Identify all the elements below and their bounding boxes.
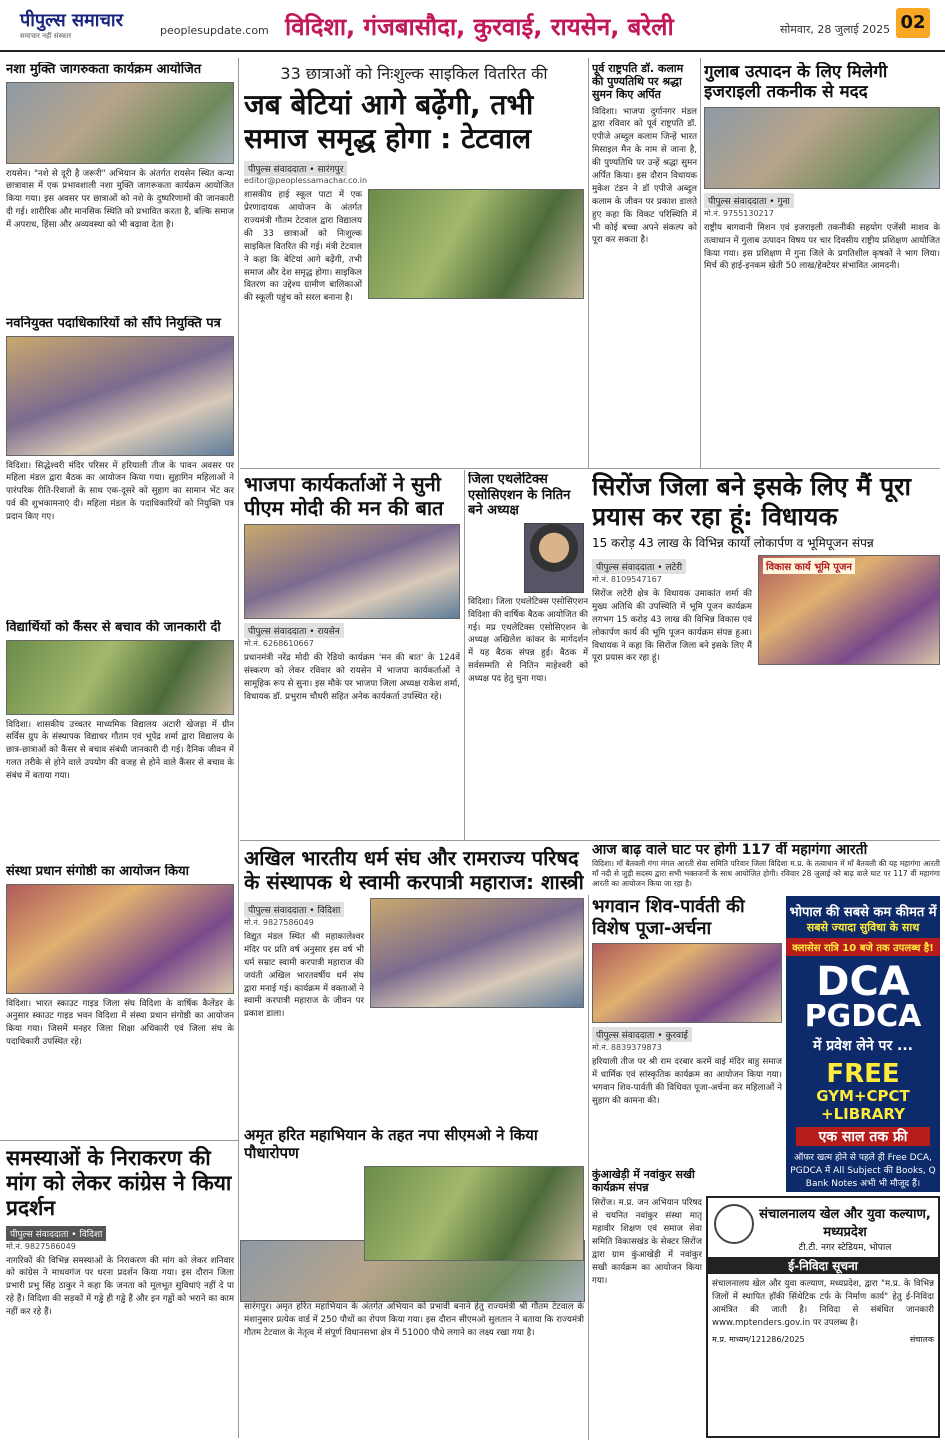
article-shiv-parvati-puja [592, 896, 782, 1164]
article-niyukti-patra [6, 316, 234, 616]
article-tetwal-cycles [244, 62, 584, 466]
byline: पीपुल्स संवाददाता • लटेरी [592, 559, 686, 574]
article-body: रायसेन। "नशे से दूरी है जरूरी" अभियान के अंतर्गत रायसेन स्थित कन्या छात्रावास में एक प्रभावशाली नशा मुक्ति जागरूकता कार्यक्रम आयोजित किया गया। इस अवसर पर छात्राओं को नशे के दुष्परिणामों की जानकारी दी गई। शारीरिक और मानसिक स्थिति को प्रभावित करता है, बल्कि समाज में अपराध, हिंसा और अव्यवस्था को भी बढ़ावा देता है। [6, 168, 234, 231]
headline: नवनियुक्त पदाधिकारियों को सौंपे नियुक्ति पत्र [6, 316, 221, 331]
edition-cities: विदिशा, गंजबासौदा, कुरवाई, रायसेन, बरेली [285, 13, 674, 41]
masthead [0, 0, 945, 52]
ad-dca: DCA [816, 959, 910, 1005]
byline: पीपुल्स संवाददाता • विदिशा [244, 902, 344, 917]
article-navankur-sakhi [592, 1168, 702, 1438]
article-kalam-tribute [592, 62, 697, 466]
kicker: 33 छात्राओं को निःशुल्क साइकिल वितरित की [280, 64, 548, 83]
logo-text: पीपुल्स समाचार [20, 10, 123, 31]
article-photo [6, 82, 234, 164]
article-nasha-mukti [6, 62, 234, 312]
article-body: विदिशा। जिला एथलेटिक्स एसोसिएशन विदिशा की वार्षिक बैठक आयोजित की गई। मप्र एथलेटिक्स एसोसिएशन के अध्यक्ष अखिलेश कांकर के मार्गदर्शन में यह बैठक संपन्न हुई। बैठक में सर्वसम्मति से नितिन माहेश्वरी को अध्यक्ष पद हेतु चुना गया। [468, 596, 588, 685]
issue-date: सोमवार, 28 जुलाई 2025 [780, 23, 891, 36]
headline: अखिल भारतीय धर्म संघ और रामराज्य परिषद के संस्थापक थे स्वामी करपात्री महाराज: शास्त्री [244, 846, 584, 894]
article-mann-ki-baat [244, 472, 460, 838]
ad-offer: ऑफर खत्म होने से पहले ही Free DCA, PGDCA में All Subject की Books, Q Bank Notes अभी भी मौजूद हैं। [790, 1153, 936, 1189]
byline: पीपुल्स संवाददाता • सारंगपुर [244, 161, 347, 176]
reporter-mobile: मो.नं. 9827586049 [244, 918, 314, 927]
ad-pgdca: PGDCA [804, 999, 922, 1034]
reporter-mobile: मो.नं. 8839379873 [592, 1043, 662, 1053]
headline: संस्था प्रधान संगोष्ठी का आयोजन किया [6, 864, 190, 879]
headline: जिला एथलेटिक्स एसोसिएशन के नितिन बने अध्यक्ष [468, 472, 571, 519]
ad-line3: क्लासेस रात्रि 10 बजे तक उपलब्ध है! [786, 938, 940, 956]
headline: समस्याओं के निराकरण की मांग को लेकर कांग्रेस ने किया प्रदर्शन [6, 1146, 232, 1221]
tender-notice [706, 1196, 940, 1438]
headline: जब बेटियां आगे बढ़ेंगी, तभी समाज समृद्ध होगा : टेटवाल [244, 88, 534, 155]
headline: सिरोंज जिला बने इसके लिए मैं पूरा प्रयास कर रहा हूं: विधायक [592, 472, 911, 531]
ad-admission: में प्रवेश लेने पर ... [812, 1038, 914, 1054]
training-photo [704, 107, 940, 189]
ad-one-year: एक साल तक फ्री [796, 1127, 930, 1146]
article-body: प्रधानमंत्री नरेंद्र मोदी की रेडियो कार्यक्रम 'मन की बात' के 124वें संस्करण को लेकर रविवार को रायसेन में भाजपा कार्यकर्ताओं ने सामूहिक रूप से सुना। इस मौके पर भाजपा जिला अध्यक्ष राकेश शर्मा, विधायक डॉ. प्रभुराम चौधरी सहित अनेक कार्यकर्ता उपस्थित रहे। [244, 653, 460, 702]
mp-emblem-icon [714, 1204, 754, 1244]
article-body: विदिशा। माँ बैतवली गंगा मंगल आरती सेवा समिति परिवार जिला विदिशा म.प्र. के तत्वाधान में माँ बैतवली की यह महागंगा आरती माँ नदी से जुड़ी सदस्य द्वारा सभी भक्तजनों के साथ आयोजित होगी। रविवार 28 जुलाई को बाढ़ वाले घाट पर 117 वीं महागंगा आरती का आयोजन किया जा रहा है। [592, 858, 940, 889]
article-amrit-harit [244, 1126, 584, 1438]
byline: पीपुल्स संवाददाता • रायसेन [244, 623, 344, 638]
article-photo [6, 336, 234, 456]
ad-line1: भोपाल की सबसे कम कीमत में [789, 905, 937, 920]
headline: विद्यार्थियों को कैंसर से बचाव की जानकारी दी [6, 620, 221, 635]
article-body: सारंगपुर। अमृत हरित महाभियान के अंतर्गत अभियान को प्रभावी बनाने हेतु राज्यमंत्री श्री गौतम टेटवाल के मंशानुसार प्रत्येक वार्ड में 250 पौधों का रोपण किया गया। इस दौरान सीएमओ सुलतान ने बताया कि राज्यमंत्री गौतम टेटवाल के नेतृत्व में संपूर्ण विधानसभा क्षेत्र में 51000 पौधे लगाने का लक्ष्य रखा गया है। [244, 1302, 584, 1338]
computer-academy-ad[interactable] [786, 896, 940, 1192]
article-body: नागरिकों की विभिन्न समस्याओं के निराकरण की मांग को लेकर शनिवार को कांग्रेस ने माधवगंज पर धरना प्रदर्शन किया गया। इस दौरान जिला प्रभारी प्रभु सिंह ठाकुर ने कहा कि जनता को मूलभूत सुविधाएं नहीं दे पा रहे हैं। विदिशा की सड़कों में गड्ढे ही गड्ढे हैं और इन गड्ढों को भराने का काम नहीं कर रहे हैं। [6, 1255, 234, 1318]
headline: भगवान शिव-पार्वती की विशेष पूजा-अर्चना [592, 896, 745, 939]
notice-address: टी.टी. नगर स्टेडियम, भोपाल [798, 1243, 892, 1253]
article-body: हरियाली तीज पर श्री राम दरबार करमें वाई मंदिर बाहु समाज में धार्मिक एवं सांस्कृतिक कार्यक्रम का आयोजन किया गया। भगवान शिव-पार्वती की विधिवत पूजा-अर्चना कर महिलाओं ने सुहाग की कामना की। [592, 1057, 782, 1106]
article-body: सिरोंज लटेरी क्षेत्र के विधायक उमाकांत शर्मा की मुख्य अतिथि की उपस्थिति में भूमि पूजन कार्यक्रम लगभग 15 करोड़ 43 लाख की विभिन्न विकास एवं लोकार्पण कार्य की भूमि पूजन कार्यक्रम संपन्न हुआ। विधायक ने कहा कि सिरोंज जिला बने इसके लिए मैं पूरा प्रयास कर रहा हूं। [592, 589, 752, 664]
article-body: विदिशा। सिद्धेश्वरी मंदिर परिसर में हरियाली तीज के पावन अवसर पर महिला मंडल द्वारा बैठक का आयोजन किया गया। सुहागिन महिलाओं ने पारंपरिक रीति-रिवाजों के साथ एक-दूसरे को सुहाग का सामान भेंट कर पर्व की शुभकामनाएं दी। महिला मंडल के पदाधिकारियों को नियुक्ति पत्र प्रदान किए गए। [6, 460, 234, 523]
ad-free: FREE [826, 1059, 900, 1089]
headline: कुंआखेड़ी में नवांकुर सखी कार्यक्रम संपन्न [592, 1168, 695, 1195]
headline: आज बाढ़ वाले घाट पर होगी 117 वीं महागंगा आरती [592, 842, 868, 858]
logo-tagline: समाचार नहीं संस्कार [20, 32, 72, 40]
article-body: विदिशा। शासकीय उच्चतर माध्यमिक विद्यालय अटारी खेजड़ा में ग्रीन सर्विस ग्रुप के संस्थापक विद्याधर गौतम एवं भूपेंद्र शर्मा द्वारा विद्यालय के छात्र-छात्राओं को कैंसर से बचाव संबंधी जानकारी दी गई। दैनिक जीवन में गलत तरीके से होने वाले उपयोग की वजह से होने वाले कैंसर से बचाव के संबंध में बताया गया। [6, 719, 234, 782]
article-athletics-association [468, 472, 588, 838]
byline: पीपुल्स संवाददाता • विदिशा [6, 1226, 106, 1241]
subhead: 15 करोड़ 43 लाख के विभिन्न कार्यों लोकार्पण व भूमिपूजन संपन्न [592, 536, 874, 550]
bhoomi-pujan-photo [758, 555, 940, 665]
site-url[interactable]: peoplesupdate.com [160, 24, 269, 37]
headline: भाजपा कार्यकर्ताओं ने सुनी पीएम मोदी की मन की बात [244, 472, 444, 520]
nitin-portrait [524, 523, 584, 593]
notice-title: संचालनालय खेल और युवा कल्याण, मध्यप्रदेश [759, 1207, 931, 1240]
newspaper-logo [20, 8, 123, 41]
headline: पूर्व राष्ट्रपति डॉ. कलाम की पुण्यतिथि पर श्रद्धा सुमन किए अर्पित [592, 62, 684, 102]
article-body: राष्ट्रीय बागवानी मिशन एवं इजराइली तकनीकी सहयोग एजेंसी माशव के तत्वाधान में गुलाब उत्पादन विषय पर चार दिवसीय राष्ट्रीय प्रशिक्षण आयोजित किया गया। इस प्रशिक्षण में गुना जिले के प्रगतिशील कृषकों ने भाग लिया। मिर्च की हाई-इनकम खेती 50 लाख/हेक्टेयर संभावित आमदनी। [704, 222, 940, 272]
headline: गुलाब उत्पादन के लिए मिलेगी इजराइली तकनीक से मदद [704, 62, 888, 103]
reporter-mobile: मो.नं. 6268610667 [244, 639, 314, 648]
cycle-distribution-photo [368, 189, 584, 299]
page-number: 02 [896, 8, 930, 38]
article-photo [6, 640, 234, 715]
reporter-mobile: मो.नं. 9755130217 [704, 208, 774, 218]
headline: नशा मुक्ति जागरुकता कार्यक्रम आयोजित [6, 62, 202, 77]
article-body: शासकीय हाई स्कूल पाटा में एक प्रेरणादायक आयोजन के अंतर्गत राज्यमंत्री गौतम टेटवाल द्वारा विद्यालय की 33 छात्राओं को निःशुल्क साइकिल वितरित की गई। मंत्री टेटवाल ने कहा कि बेटियां आगे बढ़ेंगी, तभी समाज और देश समृद्ध होगा। साइकिल वितरण का उद्देश्य ग्रामीण बालिकाओं की स्कूली पहुंच को सरल बनाना है। [244, 190, 362, 304]
article-body: विदिशा। भाजपा दुर्गानगर मंडल द्वारा रविवार को पूर्व राष्ट्रपति डॉ. एपीजे अब्दुल कलाम जिन्हें भारत मिसाइल मैन के नाम से जाना है, की पुण्यतिथि पर उन्हें श्रद्धा सुमन अर्पित किया। इस दौरान विधायक मुकेश टंडन ने डॉ एपीजे अब्दुल कलाम के जीवन पर प्रकाश डालते हुए कहा कि विकट परिस्थिति में भी कोई बच्चा अपने संकल्प को पूरा कर सकता है। [592, 106, 697, 246]
article-photo [6, 884, 234, 994]
ad-gym: GYM+CPCT [816, 1087, 910, 1105]
article-rose-production [704, 62, 940, 466]
jayanti-photo [370, 898, 584, 1008]
article-body: विदिशा। भारत स्काउट गाइड जिला संघ विदिशा के वार्षिक कैलेंडर के अनुसार स्काउट गाइड भवन विदिशा में संस्था प्रधान संगोष्ठी का आयोजन किया गया। जिसमें मनहर जिला शिक्षा अधिकारी एवं जिला संघ के पदाधिकारी उपस्थित रहे। [6, 998, 234, 1048]
reporter-mobile: मो.नं. 9827586049 [6, 1241, 76, 1251]
byline: पीपुल्स संवाददाता • कुरवाई [592, 1027, 692, 1042]
headline: अमृत हरित महाभियान के तहत नपा सीएमओ ने किया पौधारोपण [244, 1126, 538, 1162]
article-cancer-awareness [6, 620, 234, 860]
ad-line2: सबसे ज्यादा सुविधा के साथ [806, 921, 920, 934]
byline: पीपुल्स संवाददाता • गुना [704, 193, 794, 208]
photo-banner-text: विकास कार्य भूमि पूजन [763, 558, 855, 574]
notice-ref: म.प्र. माध्यम/121286/2025 [712, 1334, 805, 1344]
article-congress-protest [6, 1146, 234, 1438]
article-ganga-aarti [592, 842, 940, 890]
notice-body: संचालनालय खेल और युवा कल्याण, मध्यप्रदेश, द्वारा "म.प्र. के विभिन्न जिलों में स्थापित हॉकी सिंथेटिक टर्फ के निर्माण कार्य" हेतु ई-निविदा आमंत्रित की जाती है। निविदा से संबंधित जानकारी www.mptenders.gov.in पर उपलब्ध है। [712, 1279, 934, 1328]
puja-photo [592, 943, 782, 1023]
article-body: विद्युत मंडल स्थित श्री महाकालेश्वर मंदिर पर प्रति वर्ष अनुसार इस वर्ष भी धर्म सम्राट स्वामी करपात्री महाराज की जयंती अखिल भारतवर्षीय धर्म संघ द्वारा मनाई गई। कार्यक्रम में वक्ताओं ने स्वामी करपात्री महाराज के जीवन पर प्रकाश डाला। [244, 932, 364, 1020]
ad-library: +LIBRARY [821, 1105, 905, 1123]
notice-tender-label: ई-निविदा सूचना [708, 1257, 938, 1274]
article-karpatri-maharaj [244, 846, 584, 1122]
notice-sign: संचालक [909, 1334, 934, 1344]
reporter-mobile: मो.नं. 8109547167 [592, 575, 662, 584]
mann-ki-baat-photo [244, 524, 460, 619]
article-sanstha-pradhan [6, 864, 234, 1136]
article-sironj-district [592, 472, 940, 838]
editor-email[interactable]: editor@peoplessamachar.co.in [244, 176, 368, 186]
plantation-photo [364, 1166, 584, 1261]
article-body: सिरोंज। म.प्र. जन अभियान परिषद से चयनित नवांकुर संस्था मातृ महावीर शिक्षण एवं समाज सेवा समिति विकासखंड के सेक्टर सिरोंज द्वारा ग्राम कुंआखेड़ी में नवांकुर सखी कार्यक्रम का आयोजन किया गया। [592, 1198, 702, 1286]
